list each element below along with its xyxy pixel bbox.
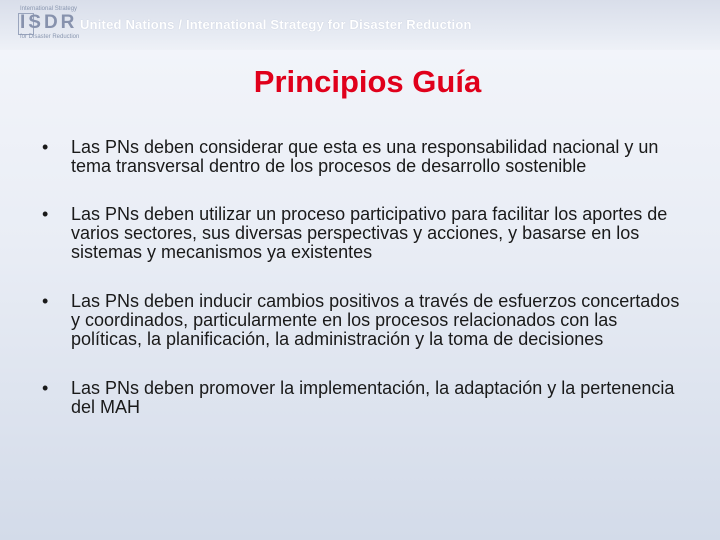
list-item — [30, 205, 690, 262]
bullet-dot-icon: • — [42, 291, 49, 311]
bullet-dot-icon: • — [42, 378, 49, 398]
list-item — [30, 138, 690, 176]
bullet-list — [30, 138, 690, 417]
logo-letters: ISDR — [20, 12, 78, 33]
logo-top-text: International Strategy — [20, 6, 78, 12]
bullet-dot-icon: • — [42, 204, 49, 224]
header-bar — [0, 0, 720, 50]
bullet-text: Las PNs deben promover la implementación, la adaptación y la pertenencia del MAH — [71, 378, 675, 417]
bullet-text: Las PNs deben inducir cambios positivos a través de esfuerzos concertados y coordinados, particularmente en los procesos relacionados con las políticas, la planificación, la administración y la toma de decisiones — [71, 291, 680, 349]
logo-bottom-text: for Disaster Reduction — [20, 34, 80, 40]
isdr-logo — [18, 6, 80, 40]
bullet-text: Las PNs deben considerar que esta es una responsabilidad nacional y un tema transversal dentro de los procesos de desarrollo sostenible — [71, 137, 659, 176]
list-item — [30, 379, 690, 417]
organization-title: United Nations / International Strategy for Disaster Reduction — [80, 17, 472, 32]
list-item — [30, 292, 690, 349]
bullet-text: Las PNs deben utilizar un proceso participativo para facilitar los aportes de varios sectores, sus diversas perspectivas y acciones, y basarse en los sistemas y mecanismos ya existentes — [71, 204, 668, 262]
slide-title: Principios Guía — [253, 64, 482, 99]
bullet-dot-icon: • — [42, 137, 49, 157]
